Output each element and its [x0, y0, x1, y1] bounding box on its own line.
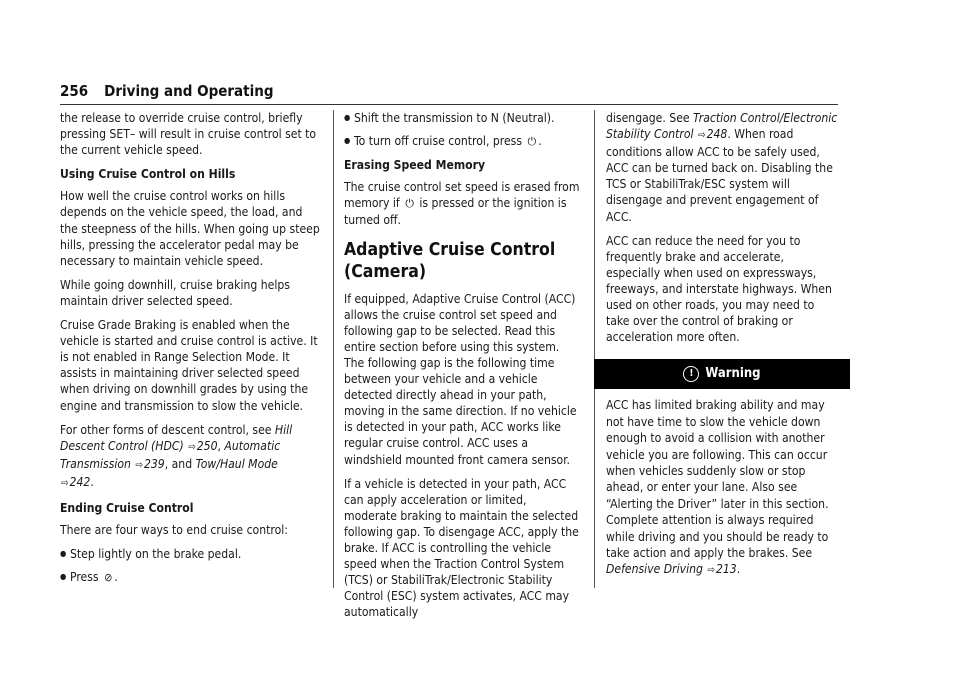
page-ref-arrow-icon: ⇨: [135, 459, 143, 471]
ref-link[interactable]: Hill Descent Control (HDC): [60, 422, 293, 453]
page-ref[interactable]: 213: [715, 562, 737, 577]
page-ref-arrow-icon: ⇨: [698, 130, 706, 142]
subheading: Using Cruise Control on Hills: [60, 167, 236, 182]
ref-link[interactable]: Tow/Haul Mode: [195, 456, 278, 471]
paragraph: If a vehicle is detected in your path, ACC can apply acceleration or limited, moderate braking to maintain the selected following gap. To disengage ACC, apply the brake. If ACC is controlling the vehicle speed when the Traction Control System (TCS) or StabiliTrak/Electronic Stability Control (ESC) system activates, ACC may automatically: [344, 476, 579, 620]
paragraph: There are four ways to end cruise control:: [60, 523, 288, 538]
warning-body: ACC has limited braking ability and may not have time to slow the vehicle down enough to avoid a collision with another vehicle you are following. This can occur when vehicles suddenly slow or stop ahead, or enter your lane. Also see “Alerting the Driver” later in this section. Complete attention is always required while driving and you should be ready to take action and apply the brakes. See Defensive Driving ⇨213.: [606, 398, 829, 577]
list-item: ● To turn off cruise control, press ⏻ .: [344, 133, 582, 150]
ref-link[interactable]: Traction Control/Electronic Stability Control: [606, 111, 838, 142]
page-ref[interactable]: 242: [69, 474, 91, 489]
paragraph: ACC can reduce the need for you to frequently brake and accelerate, especially when used on expressways, freeways, and interstate highways. When used on other roads, you may need to take over the control of braking or acceleration more often.: [606, 233, 832, 345]
page-ref[interactable]: 239: [143, 456, 165, 471]
cruise-cancel-icon: ⊘: [104, 571, 113, 585]
page-ref-arrow-icon: ⇨: [61, 477, 69, 489]
column-1: [60, 110, 322, 593]
page-number: 256: [60, 82, 89, 100]
section-heading: Adaptive Cruise Control (Camera): [344, 239, 556, 282]
page-header: [60, 82, 838, 105]
warning-title: Warning: [705, 366, 761, 382]
page-ref[interactable]: 248: [706, 127, 728, 142]
list-item: ● Step lightly on the brake pedal.: [60, 546, 322, 562]
warning-box: [606, 359, 838, 579]
column-3: [606, 110, 838, 580]
paragraph: How well the cruise control works on hills depends on the vehicle speed, the load, and the steepness of the hills. When going up steep hills, pressing the accelerator pedal may be necessary to maintain vehicle speed.: [60, 189, 320, 268]
subheading: Erasing Speed Memory: [344, 158, 486, 173]
ref-link[interactable]: Automatic Transmission: [60, 438, 281, 471]
cruise-power-icon: ⏻: [527, 135, 537, 149]
warning-header: [594, 359, 850, 389]
paragraph: The cruise control set speed is erased from memory if ⏻ is pressed or the ignition is turned off.: [344, 180, 580, 228]
paragraph: the release to override cruise control, briefly pressing SET– will result in cruise control set to the current vehicle speed.: [60, 111, 317, 158]
bullet-list: [344, 110, 582, 150]
cruise-power-icon: ⏻: [405, 197, 414, 211]
column-divider: [333, 110, 334, 588]
warning-icon: !: [683, 366, 699, 382]
list-item: ● Shift the transmission to N (Neutral).: [344, 110, 582, 126]
column-2: [344, 110, 582, 628]
page-ref-arrow-icon: ⇨: [188, 441, 196, 453]
subheading: Ending Cruise Control: [60, 500, 194, 515]
section-title: Driving and Operating: [104, 82, 274, 100]
bullet-list: [60, 546, 322, 586]
ref-link[interactable]: Defensive Driving: [606, 562, 703, 577]
paragraph: Cruise Grade Braking is enabled when the vehicle is started and cruise control is active. It is not enabled in Range Selection Mode. It assists in maintaining driver selected speed when driving on downhill grades by using the engine and transmission to slow the vehicle.: [60, 318, 318, 413]
page-ref-arrow-icon: ⇨: [707, 565, 715, 577]
paragraph: For other forms of descent control, see Hill Descent Control (HDC) ⇨250, Automatic Transmission ⇨239, and Tow/Haul Mode ⇨242.: [60, 422, 293, 489]
paragraph: disengage. See Traction Control/Electronic Stability Control ⇨248. When road conditions allow ACC to be safely used, ACC can be turned back on. Disabling the TCS or StabiliTrak/ESC system will disengage and prevent engagement of ACC.: [606, 111, 838, 224]
list-item: ● Press ⊘ .: [60, 569, 322, 586]
paragraph: While going downhill, cruise braking helps maintain driver selected speed.: [60, 277, 290, 308]
paragraph: If equipped, Adaptive Cruise Control (ACC) allows the cruise control set speed and following gap to be selected. Read this entire section before using this system. The following gap is the following time between your vehicle and a vehicle detected directly ahead in your path, moving in the same direction. If no vehicle is detected in your path, ACC works like regular cruise control. ACC uses a windshield mounted front camera sensor.: [344, 291, 577, 467]
column-divider: [594, 110, 595, 588]
page-ref[interactable]: 250: [196, 438, 218, 453]
